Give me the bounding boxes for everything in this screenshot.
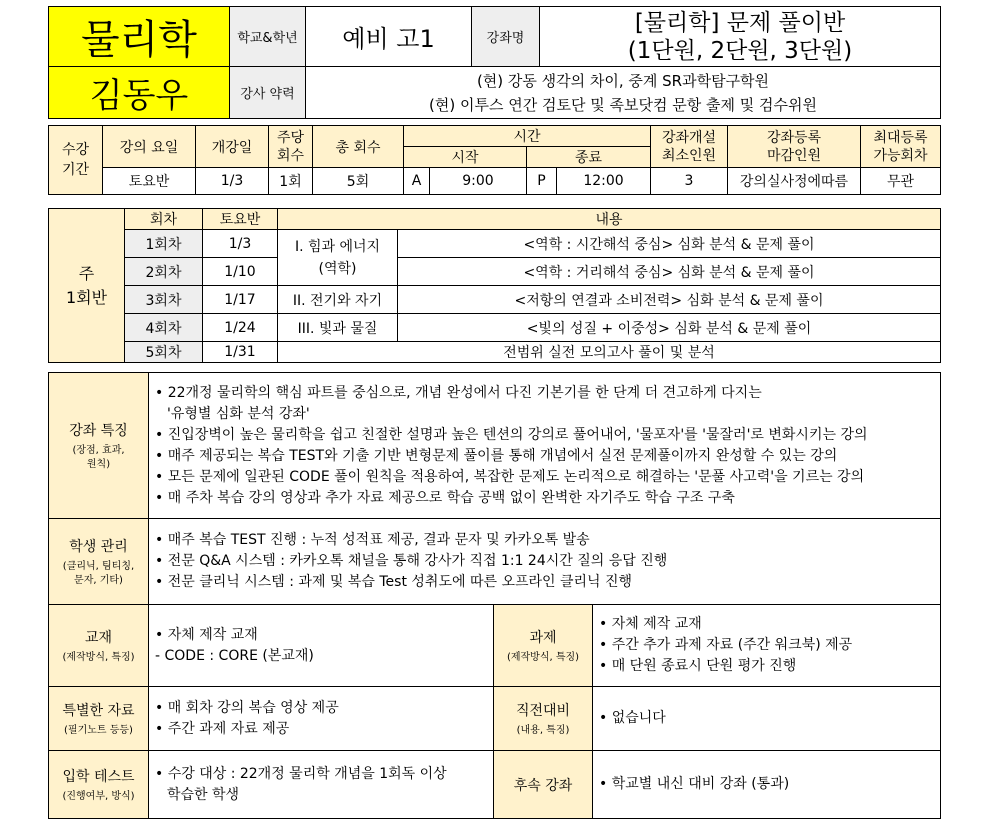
- schedule-table: [48, 125, 941, 195]
- date-cell: 1/24: [203, 314, 278, 342]
- unit-electricity: II. 전기와 자기: [278, 286, 398, 314]
- textbook-content: [149, 605, 494, 687]
- bio-label: 강사 약력: [230, 67, 306, 119]
- value-start-date: 1/3: [196, 168, 269, 195]
- course-name-label: 강좌명: [472, 7, 540, 67]
- follow-up-item: • 학교별 내신 대비 강좌 (통과): [599, 776, 790, 792]
- special-content: [149, 687, 494, 751]
- feature-item: • 매 주차 복습 강의 영상과 추가 자료 제공으로 학습 공백 없이 완벽한 자기주도 학습 구조 구축: [155, 489, 735, 506]
- header-deadline-line2: 마감인원: [766, 147, 822, 164]
- curriculum-table: [48, 208, 941, 363]
- header-total: 총 회수: [313, 126, 404, 168]
- header-table: [48, 6, 941, 119]
- curriculum-side-line1: 주: [78, 263, 95, 283]
- exam-prep-sub: (내용, 특징): [516, 724, 570, 736]
- header-max: [861, 126, 941, 168]
- exam-prep-content: [593, 687, 941, 751]
- content-cell: <역학 : 시간해석 중심> 심화 분석 & 문제 풀이: [398, 230, 941, 258]
- bio-line: (현) 강동 생각의 차이, 중계 SR과학탐구학원: [476, 71, 770, 90]
- management-label: 학생 관리: [69, 538, 128, 555]
- special-label-cell: [49, 687, 149, 751]
- feature-item: • 진입장벽이 높은 물리학을 쉽고 친절한 설명과 높은 텐션의 강의로 풀어내어, '물포자'를 '물잘러'로 변화시키는 강의: [155, 426, 868, 443]
- unit-mechanics-line1: I. 힘과 에너지: [294, 238, 381, 255]
- feature-item: • 매주 제공되는 복습 TEST와 기출 기반 변형문제 풀이를 통해 개념에서 실전 문제풀이까지 완성할 수 있는 강의: [155, 447, 838, 464]
- header-time: 시간: [404, 126, 651, 147]
- session-cell: 5회차: [125, 342, 203, 363]
- entrance-item: • 수강 대상 : 22개정 물리학 개념을 1회독 이상: [155, 765, 447, 782]
- homework-item: • 매 단원 종료시 단원 평가 진행: [599, 658, 797, 674]
- header-date: 토요반: [203, 209, 278, 230]
- header-day: 강의 요일: [103, 126, 196, 168]
- unit-light: III. 빛과 물질: [278, 314, 398, 342]
- header-start: 시작: [404, 147, 527, 168]
- follow-up-content: [593, 751, 941, 819]
- exam-prep-label-cell: [494, 687, 593, 751]
- features-sub-line2: 원칙): [86, 458, 111, 470]
- value-start-time: 9:00: [430, 168, 527, 195]
- value-day: 토요반: [103, 168, 196, 195]
- content-cell: <저항의 연결과 소비전력> 심화 분석 & 문제 풀이: [398, 286, 941, 314]
- special-item: • 주간 과제 자료 제공: [155, 720, 290, 737]
- entrance-content: [149, 751, 494, 819]
- feature-item: • 모든 문제에 일관된 CODE 풀이 원칙을 적용하여, 복잡한 문제도 논리적으로 해결하는 '문풀 사고력'을 기르는 강의: [155, 468, 865, 485]
- value-min: 3: [651, 168, 728, 195]
- value-total: 5회: [313, 168, 404, 195]
- textbook-item: • 자체 제작 교재: [155, 626, 258, 643]
- details-table: [48, 372, 941, 819]
- special-sub: (필기노트 등등): [64, 724, 133, 736]
- date-cell: 1/10: [203, 258, 278, 286]
- special-label: 특별한 자료: [62, 702, 135, 719]
- management-sub-line2: 문자, 기타): [74, 574, 123, 586]
- feature-item: • 22개정 물리학의 핵심 파트를 중심으로, 개념 완성에서 다진 기본기를 한 단계 더 견고하게 다지는: [155, 384, 762, 401]
- course-name: [540, 7, 941, 67]
- bio-line: (현) 이투스 연간 검토단 및 족보닷컴 문항 출제 및 검수위원: [429, 95, 817, 114]
- management-item: • 전문 Q&A 시스템 : 카카오톡 채널을 통해 강사가 직접 1:1 24시간 질의 응답 진행: [155, 553, 668, 569]
- management-item: • 전문 클리닉 시스템 : 과제 및 복습 Test 성취도에 따른 오프라인 클리닉 진행: [155, 574, 633, 590]
- textbook-sub: (제작방식, 특징): [62, 651, 135, 663]
- unit-mechanics: [278, 230, 398, 286]
- value-max: 무관: [861, 168, 941, 195]
- header-max-line2: 가능회차: [873, 147, 928, 164]
- exam-prep-item: • 없습니다: [599, 710, 666, 726]
- curriculum-side-label: [49, 209, 125, 363]
- header-end: 종료: [527, 147, 651, 168]
- session-cell: 1회차: [125, 230, 203, 258]
- textbook-item: - CODE : CORE (본교재): [155, 647, 314, 664]
- unit-mechanics-line2: (역학): [318, 260, 357, 277]
- period-label: 수강 기간: [49, 126, 103, 195]
- feature-item: '유형별 심화 분석 강좌': [167, 405, 310, 422]
- content-cell: <빛의 성질 + 이중성> 심화 분석 & 문제 풀이: [398, 314, 941, 342]
- date-cell: 1/17: [203, 286, 278, 314]
- header-weekly: [269, 126, 313, 168]
- header-content: 내용: [278, 209, 941, 230]
- content-cell: 전범위 실전 모의고사 풀이 및 분석: [278, 342, 941, 363]
- date-cell: 1/3: [203, 230, 278, 258]
- value-weekly: 1회: [269, 168, 313, 195]
- school-grade-value: 예비 고1: [306, 7, 472, 67]
- follow-up-label: 후속 강좌: [513, 777, 573, 794]
- header-min-line2: 최소인원: [661, 147, 717, 164]
- subject-title: 물리학: [49, 7, 230, 67]
- textbook-label-cell: [49, 605, 149, 687]
- special-item: • 매 회차 강의 복습 영상 제공: [155, 699, 339, 716]
- value-start-ampm: A: [404, 168, 430, 195]
- date-cell: 1/31: [203, 342, 278, 363]
- entrance-label: 입학 테스트: [62, 768, 135, 785]
- textbook-label: 교재: [84, 629, 113, 646]
- features-content: [149, 373, 941, 519]
- management-content: [149, 519, 941, 605]
- homework-label: 과제: [529, 629, 557, 646]
- course-name-line1: [물리학] 문제 풀이반: [634, 9, 846, 36]
- content-cell: <역학 : 거리해석 중심> 심화 분석 & 문제 풀이: [398, 258, 941, 286]
- header-start-date: 개강일: [196, 126, 269, 168]
- features-sub-line1: (장점, 효과,: [72, 444, 125, 456]
- header-session: 회차: [125, 209, 203, 230]
- session-cell: 3회차: [125, 286, 203, 314]
- header-max-line1: 최대등록: [873, 129, 928, 146]
- homework-sub: (제작방식, 특징): [506, 651, 580, 663]
- entrance-label-cell: [49, 751, 149, 819]
- session-cell: 2회차: [125, 258, 203, 286]
- value-deadline: 강의실사정에따름: [728, 168, 861, 195]
- management-sub-line1: (클리닉, 팀티칭,: [62, 560, 135, 572]
- homework-item: • 주간 추가 과제 자료 (주간 워크북) 제공: [599, 637, 853, 653]
- management-item: • 매주 복습 TEST 진행 : 누적 성적표 제공, 결과 문자 및 카카오톡 발송: [155, 532, 590, 548]
- course-name-line2: (1단원, 2단원, 3단원): [627, 37, 853, 64]
- teacher-name: 김동우: [49, 67, 230, 119]
- homework-item: • 자체 제작 교재: [599, 616, 702, 632]
- header-deadline-line1: 강좌등록: [766, 129, 822, 146]
- curriculum-side-line2: 1회반: [65, 287, 108, 307]
- follow-up-label-cell: [494, 751, 593, 819]
- value-end-time: 12:00: [557, 168, 651, 195]
- features-label-cell: [49, 373, 149, 519]
- entrance-item: 학습한 학생: [167, 786, 240, 803]
- school-grade-label: 학교&학년: [230, 7, 306, 67]
- features-label: 강좌 특징: [69, 422, 128, 439]
- header-min-line1: 강좌개설: [661, 129, 717, 146]
- exam-prep-label: 직전대비: [515, 702, 571, 719]
- homework-content: [593, 605, 941, 687]
- session-cell: 4회차: [125, 314, 203, 342]
- homework-label-cell: [494, 605, 593, 687]
- header-weekly-line1: 주당: [276, 129, 305, 146]
- header-min: [651, 126, 728, 168]
- management-label-cell: [49, 519, 149, 605]
- bio-content: [306, 67, 941, 119]
- header-deadline: [728, 126, 861, 168]
- header-weekly-line2: 회수: [276, 147, 305, 164]
- entrance-sub: (진행여부, 방식): [62, 790, 135, 802]
- value-end-ampm: P: [527, 168, 557, 195]
